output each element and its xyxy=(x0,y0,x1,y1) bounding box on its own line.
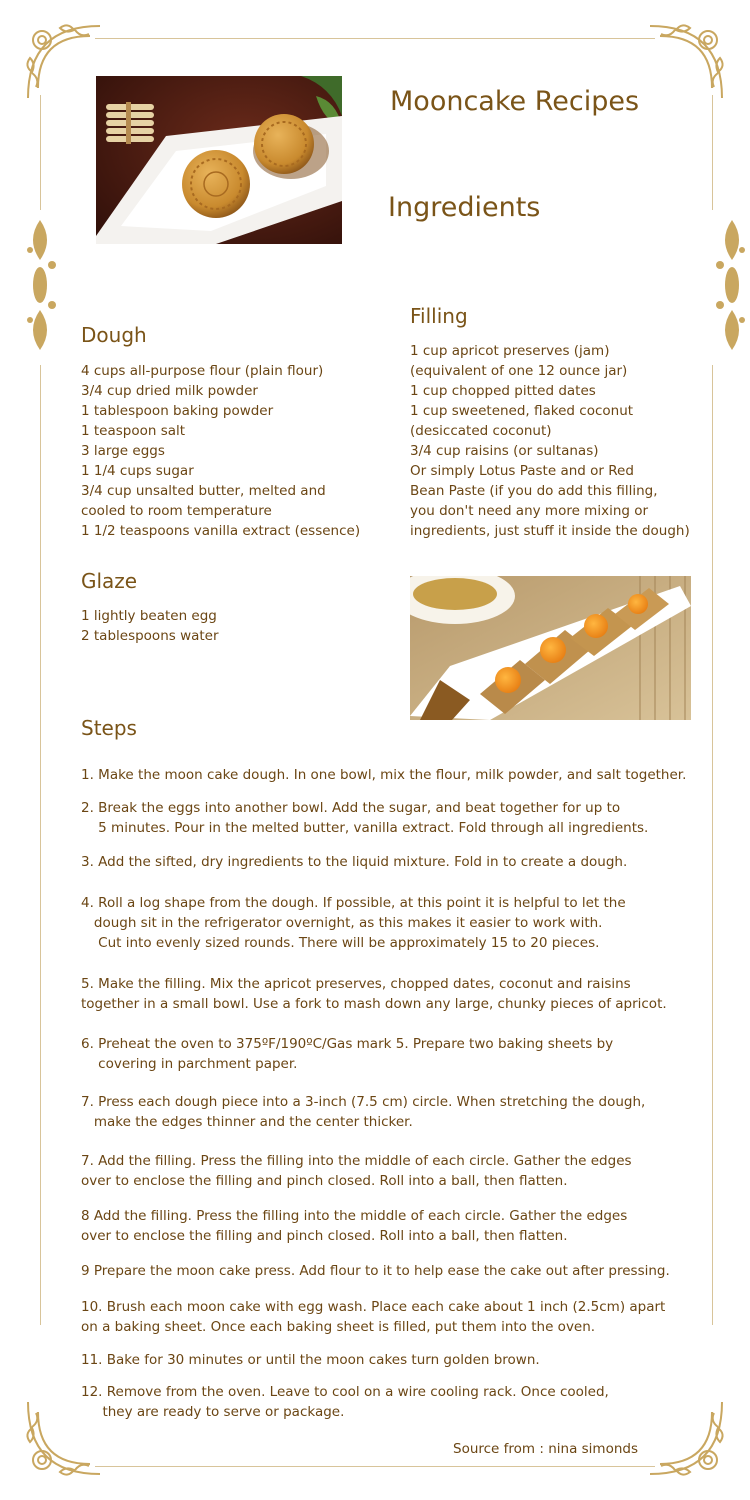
list-item: Bean Paste (if you do add this filling, xyxy=(410,483,658,499)
page-title: Mooncake Recipes xyxy=(390,86,640,117)
dough-heading: Dough xyxy=(81,323,147,347)
step-line: 7. Add the filling. Press the filling into the middle of each circle. Gather the edges xyxy=(81,1153,632,1169)
step-line: together in a small bowl. Use a fork to mash down any large, chunky pieces of apricot. xyxy=(81,996,667,1012)
list-item: 1 lightly beaten egg xyxy=(81,608,217,624)
step-5 xyxy=(81,974,667,1014)
list-item: 1 1/2 teaspoons vanilla extract (essence) xyxy=(81,523,361,539)
step-line: 2. Break the eggs into another bowl. Add the sugar, and beat together for up to xyxy=(81,800,621,816)
step-line: dough sit in the refrigerator overnight, as this makes it easier to work with. xyxy=(81,915,603,931)
filling-heading: Filling xyxy=(410,304,468,328)
step-line: they are ready to serve or package. xyxy=(81,1404,345,1420)
glaze-list xyxy=(81,606,219,646)
step-line: on a baking sheet. Once each baking sheet is filled, put them into the oven. xyxy=(81,1319,596,1335)
list-item: 3/4 cup dried milk powder xyxy=(81,383,258,399)
step-line: 10. Brush each moon cake with egg wash. Place each cake about 1 inch (2.5cm) apart xyxy=(81,1299,666,1315)
mooncake-plate-photo xyxy=(96,76,342,244)
list-item: 1 tablespoon baking powder xyxy=(81,403,274,419)
side-ornament-icon xyxy=(710,210,750,360)
sliced-mooncake-photo xyxy=(410,576,691,720)
list-item: 1 teaspoon salt xyxy=(81,423,186,439)
frame-left-line-bottom xyxy=(40,365,41,1325)
step-line: 7. Press each dough piece into a 3-inch (7.5 cm) circle. When stretching the dough, xyxy=(81,1094,646,1110)
list-item: 1 cup chopped pitted dates xyxy=(410,383,596,399)
step-line: 11. Bake for 30 minutes or until the moon cakes turn golden brown. xyxy=(81,1352,540,1368)
list-item: cooled to room temperature xyxy=(81,503,272,519)
list-item: Or simply Lotus Paste and or Red xyxy=(410,463,634,479)
step-line: 6. Preheat the oven to 375ºF/190ºC/Gas mark 5. Prepare two baking sheets by xyxy=(81,1036,614,1052)
list-item: 3/4 cup unsalted butter, melted and xyxy=(81,483,326,499)
list-item: ingredients, just stuff it inside the dough) xyxy=(410,523,690,539)
step-line: make the edges thinner and the center thicker. xyxy=(81,1114,413,1130)
list-item: 4 cups all-purpose flour (plain flour) xyxy=(81,363,324,379)
corner-ornament-icon xyxy=(640,1392,730,1482)
filling-list xyxy=(410,341,690,541)
step-3 xyxy=(81,852,627,872)
side-ornament-icon xyxy=(22,210,62,360)
step-6 xyxy=(81,1034,613,1074)
step-11 xyxy=(81,1350,540,1370)
step-2 xyxy=(81,798,648,838)
frame-top-line xyxy=(95,38,655,39)
step-1 xyxy=(81,765,686,785)
frame-right-line-top xyxy=(712,95,713,210)
list-item: 1 cup sweetened, flaked coconut xyxy=(410,403,634,419)
dough-list xyxy=(81,361,360,541)
step-7b xyxy=(81,1151,632,1191)
list-item: 3 large eggs xyxy=(81,443,165,459)
step-8 xyxy=(81,1206,627,1246)
step-line: Cut into evenly sized rounds. There will be approximately 15 to 20 pieces. xyxy=(81,935,600,951)
step-line: 9 Prepare the moon cake press. Add flour to it to help ease the cake out after pressing. xyxy=(81,1263,670,1279)
step-line: 1. Make the moon cake dough. In one bowl, mix the flour, milk powder, and salt together. xyxy=(81,767,687,783)
list-item: 1 cup apricot preserves (jam) xyxy=(410,343,610,359)
step-7a xyxy=(81,1092,645,1132)
glaze-heading: Glaze xyxy=(81,569,138,593)
frame-left-line-top xyxy=(40,95,41,210)
step-line: over to enclose the filling and pinch closed. Roll into a ball, then flatten. xyxy=(81,1228,568,1244)
steps-heading: Steps xyxy=(81,716,137,740)
ingredients-heading: Ingredients xyxy=(388,192,541,223)
step-line: 5 minutes. Pour in the melted butter, vanilla extract. Fold through all ingredients. xyxy=(81,820,649,836)
list-item: (desiccated coconut) xyxy=(410,423,552,439)
step-line: 4. Roll a log shape from the dough. If possible, at this point it is helpful to let the xyxy=(81,895,626,911)
step-9 xyxy=(81,1261,670,1281)
corner-ornament-icon xyxy=(640,18,730,108)
step-line: 8 Add the filling. Press the filling into the middle of each circle. Gather the edges xyxy=(81,1208,628,1224)
step-line: 5. Make the filling. Mix the apricot preserves, chopped dates, coconut and raisins xyxy=(81,976,631,992)
list-item: (equivalent of one 12 ounce jar) xyxy=(410,363,628,379)
step-line: over to enclose the filling and pinch closed. Roll into a ball, then flatten. xyxy=(81,1173,568,1189)
step-10 xyxy=(81,1297,665,1337)
list-item: 3/4 cup raisins (or sultanas) xyxy=(410,443,599,459)
step-12 xyxy=(81,1382,609,1422)
frame-right-line-bottom xyxy=(712,365,713,1325)
source-credit: Source from : nina simonds xyxy=(453,1441,638,1457)
step-line: 12. Remove from the oven. Leave to cool on a wire cooling rack. Once cooled, xyxy=(81,1384,609,1400)
frame-bottom-line xyxy=(95,1466,655,1467)
list-item: 1 1/4 cups sugar xyxy=(81,463,194,479)
list-item: 2 tablespoons water xyxy=(81,628,219,644)
step-line: covering in parchment paper. xyxy=(81,1056,298,1072)
list-item: you don't need any more mixing or xyxy=(410,503,649,519)
step-4 xyxy=(81,893,626,953)
step-line: 3. Add the sifted, dry ingredients to the liquid mixture. Fold in to create a dough. xyxy=(81,854,628,870)
